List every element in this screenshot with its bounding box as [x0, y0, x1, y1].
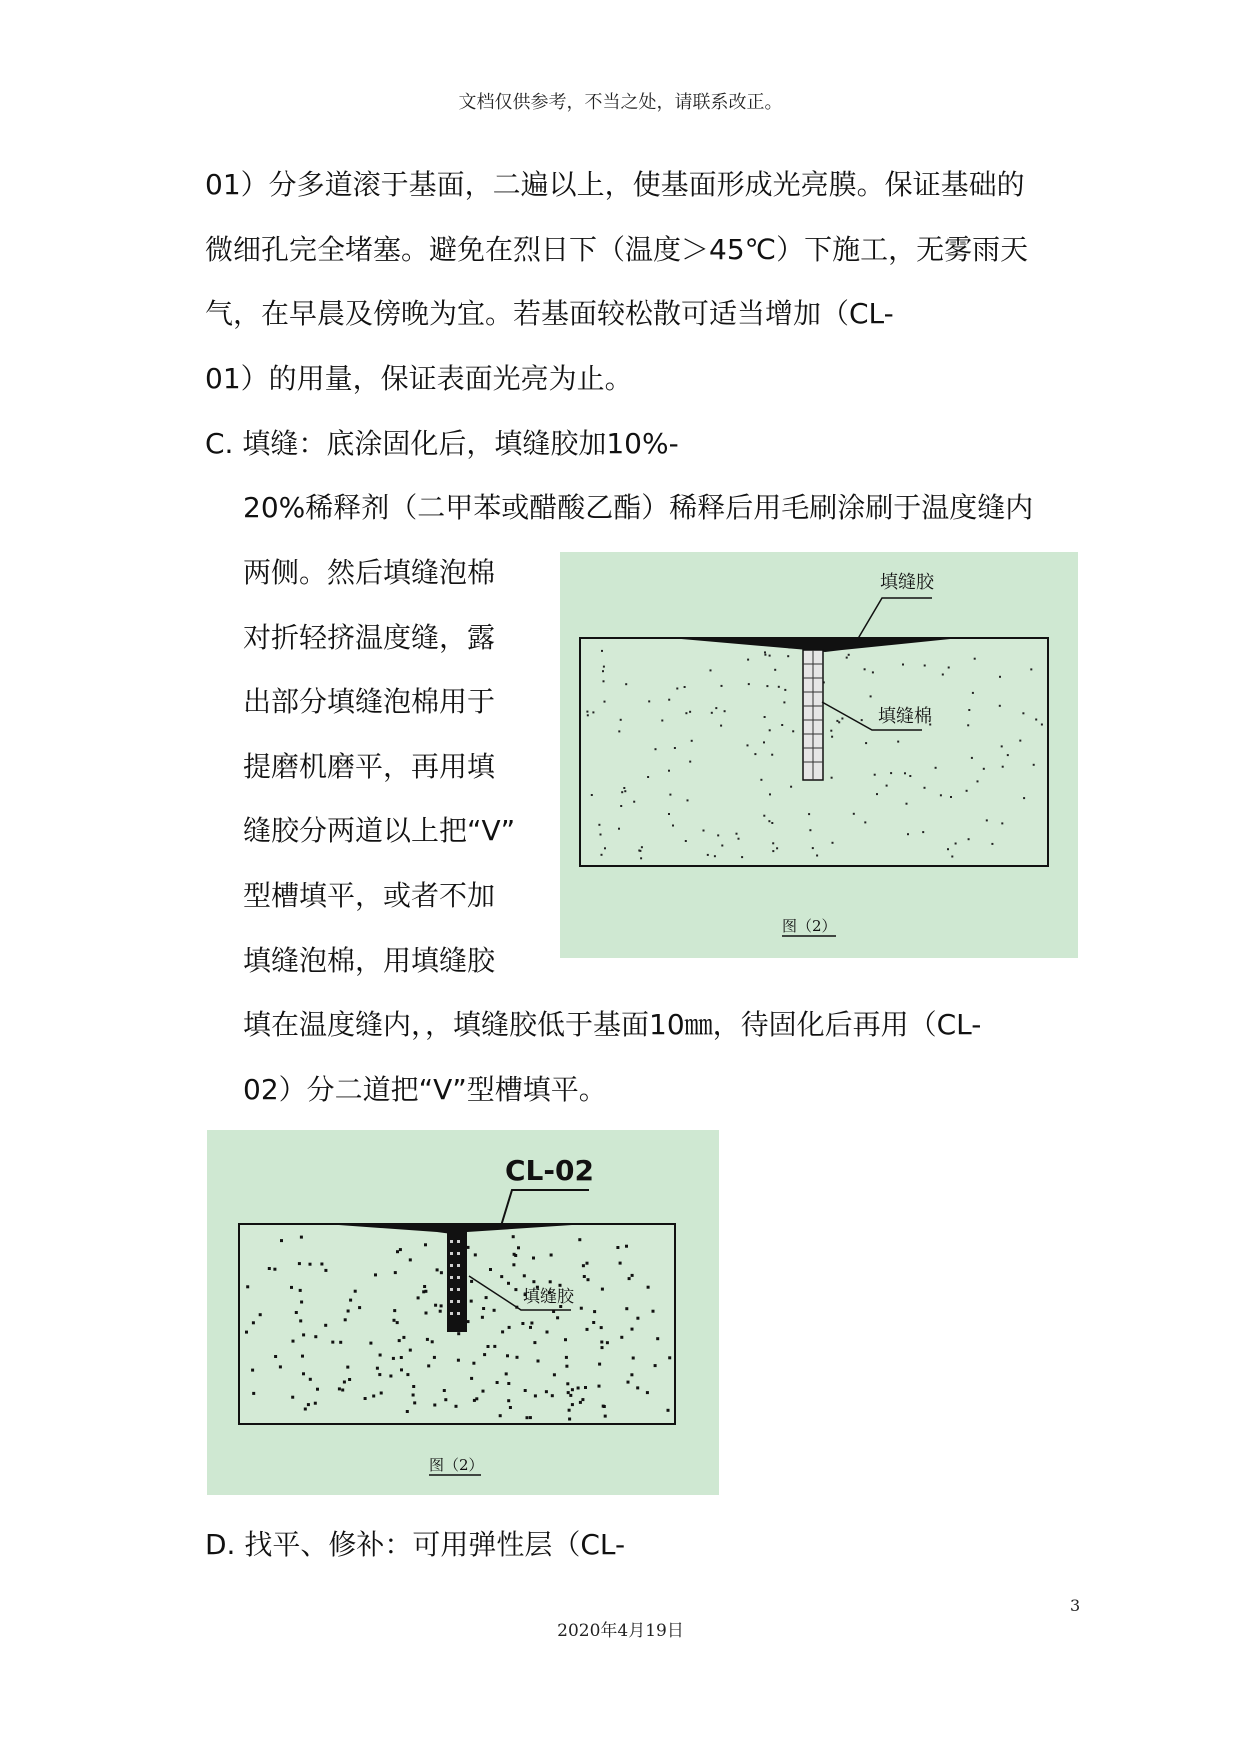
body-line-12: 型槽填平，或者不加 [243, 879, 496, 912]
figure-joint-foam [560, 552, 1078, 958]
list-item-c: C. 填缝：底涂固化后，填缝胶加10%- [205, 427, 679, 460]
body-line-2: 微细孔完全堵塞。避免在烈日下（温度＞45℃）下施工，无雾雨天 [205, 233, 1029, 266]
figure-cl02-caption: 图（2） [429, 1456, 484, 1474]
body-line-4: 01）的用量，保证表面光亮为止。 [205, 362, 633, 395]
figure-joint-foam-label-foam: 填缝棉 [878, 706, 932, 727]
body-line-7: 两侧。然后填缝泡棉 [243, 556, 496, 589]
body-line-15: 02）分二道把“V”型槽填平。 [243, 1073, 607, 1106]
figure-joint-foam-drawing [560, 552, 1078, 958]
figure-joint-foam-caption: 图（2） [782, 917, 837, 935]
body-line-9: 出部分填缝泡棉用于 [243, 685, 496, 718]
body-line-3: 气，在早晨及傍晚为宜。若基面较松散可适当增加（CL- [205, 297, 894, 330]
body-line-1: 01）分多道滚于基面，二遍以上，使基面形成光亮膜。保证基础的 [205, 168, 1025, 201]
body-line-6: 20%稀释剂（二甲苯或醋酸乙酯）稀释后用毛刷涂刷于温度缝内 [243, 491, 1034, 524]
list-item-d: D. 找平、修补：可用弹性层（CL- [205, 1528, 626, 1561]
figure-cl02-fill [207, 1130, 719, 1495]
body-line-10: 提磨机磨平，再用填 [243, 750, 496, 783]
figure-cl02-fill-drawing [207, 1130, 719, 1495]
body-line-11: 缝胶分两道以上把“V” [243, 814, 516, 847]
figure-cl02-label-sealant: 填缝胶 [523, 1287, 574, 1307]
body-line-13: 填缝泡棉，用填缝胶 [243, 944, 496, 977]
figure-cl02-label-top: CL-02 [505, 1154, 594, 1187]
page-header-note: 文档仅供参考，不当之处，请联系改正。 [458, 92, 783, 113]
figure-joint-foam-label-sealant: 填缝胶 [880, 572, 934, 593]
body-line-8: 对折轻挤温度缝，露 [243, 621, 496, 654]
body-line-14: 填在温度缝内，，填缝胶低于基面10㎜，待固化后再用（CL- [243, 1008, 982, 1041]
page-footer-date: 2020年4月19日 [557, 1621, 684, 1641]
page-number: 3 [1070, 1596, 1081, 1615]
